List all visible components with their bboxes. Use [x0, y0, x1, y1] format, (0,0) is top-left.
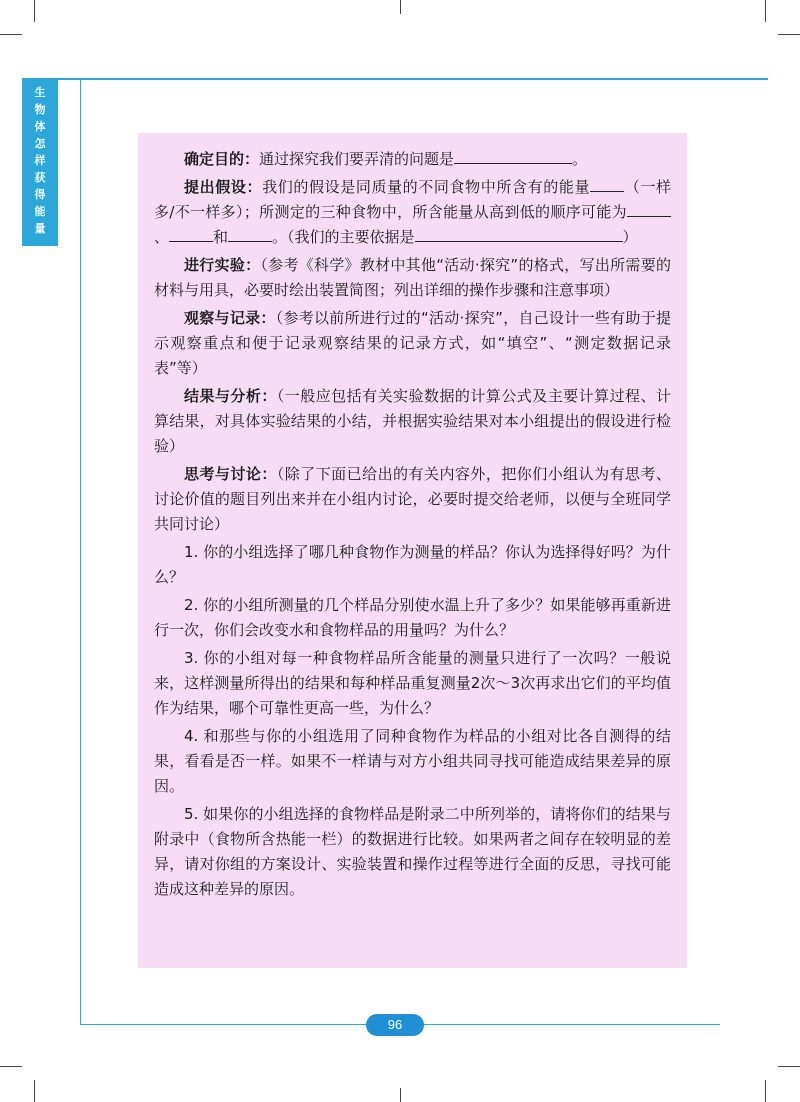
hypothesis-text-3: 。（我们的主要依据是 — [272, 228, 415, 246]
side-tab-char: 获 — [34, 171, 46, 184]
goal-text: 通过探究我们要弄清的问题是 — [259, 150, 455, 168]
hypothesis-text-2: （一样多/不一样多）；所测定的三种食物中，所含能量从高到低的顺序可能为 — [154, 178, 671, 221]
side-tab-char: 物 — [34, 103, 46, 116]
experiment-heading: 进行实验： — [184, 256, 261, 274]
observe-heading: 观察与记录： — [184, 309, 276, 327]
goal-blank[interactable] — [454, 147, 572, 164]
question-item: 5. 如果你的小组选择的食物样品是附录二中所列举的，请将你们的结果与附录中（食物所含热能一栏）的数据进行比较。如果两者之间存在较明显的差异，请对你组的方案设计、实验装置和操作过程等进行全面的反思，寻找可能造成这种差异的原因。 — [154, 805, 671, 898]
goal-heading: 确定目的： — [184, 150, 260, 168]
side-tab-char: 生 — [34, 86, 46, 99]
section-goal — [154, 147, 671, 172]
question-item: 2. 你的小组所测量的几个样品分别使水温上升了多少？如果能够再重新进行一次，你们会改变水和食物样品的用量吗？为什么？ — [154, 596, 671, 639]
hypothesis-blank-1[interactable] — [590, 175, 624, 192]
side-tab-char: 得 — [34, 188, 46, 201]
section-discuss — [154, 462, 671, 537]
crop-mark — [400, 0, 401, 14]
activity-panel — [138, 133, 687, 968]
header-rule — [22, 78, 768, 80]
hypothesis-blank-5[interactable] — [415, 225, 505, 242]
side-tab-char: 样 — [34, 154, 46, 167]
section-result — [154, 384, 671, 459]
crop-mark — [0, 1066, 22, 1067]
result-text: （一般应包括有关实验数据的计算公式及主要计算过程、计算结果，对具体实验结果的小结，并根据实验结果对本小组提出的假设进行检验） — [154, 387, 671, 455]
crop-mark — [400, 1088, 401, 1102]
discuss-heading: 思考与讨论： — [184, 465, 277, 483]
page-number: 96 — [366, 1014, 424, 1036]
hypothesis-blank-6[interactable] — [505, 225, 623, 242]
margin-rule — [80, 80, 81, 1024]
discuss-text: （除了下面已给出的有关内容外，把你们小组认为有思考、讨论价值的题目列出来并在小组内讨论，必要时提交给老师，以便与全班同学共同讨论） — [154, 465, 671, 533]
chapter-side-tab — [22, 78, 58, 246]
crop-mark — [778, 1066, 800, 1067]
side-tab-char: 能 — [34, 205, 46, 218]
hypothesis-heading: 提出假设： — [184, 178, 263, 196]
hypothesis-sep-2: 和 — [213, 228, 229, 246]
section-hypothesis — [154, 175, 671, 250]
question-item: 3. 你的小组对每一种食物样品所含能量的测量只进行了一次吗？一般说来，这样测量所得出的结果和每种样品重复测量2次～3次再求出它们的平均值作为结果，哪个可靠性更高一些，为什么？ — [154, 649, 671, 717]
crop-mark — [765, 1080, 766, 1102]
question-item: 4. 和那些与你的小组选用了同种食物作为样品的小组对比各自测得的结果，看看是否一样。如果不一样请与对方小组共同寻找可能造成结果差异的原因。 — [154, 727, 671, 795]
hypothesis-end: ） — [622, 228, 638, 246]
hypothesis-sep-1: 、 — [154, 228, 170, 246]
result-heading: 结果与分析： — [184, 387, 277, 405]
hypothesis-blank-2[interactable] — [627, 200, 671, 217]
section-observe — [154, 306, 671, 381]
crop-mark — [765, 0, 766, 22]
crop-mark — [34, 1080, 35, 1102]
section-experiment — [154, 253, 671, 303]
side-tab-char: 量 — [34, 222, 46, 235]
experiment-text: （参考《科学》教材中其他“活动·探究”的格式，写出所需要的材料与用具，必要时绘出装置简图；列出详细的操作步骤和注意事项） — [154, 256, 671, 299]
goal-end: 。 — [572, 150, 588, 168]
side-tab-char: 怎 — [34, 137, 46, 150]
observe-text: （参考以前所进行过的“活动·探究”，自己设计一些有助于提示观察重点和便于记录观察结果的记录方式，如“填空”、“测定数据记录表”等） — [154, 309, 671, 377]
side-tab-char: 体 — [34, 120, 46, 133]
hypothesis-blank-3[interactable] — [169, 225, 213, 242]
question-item: 1. 你的小组选择了哪几种食物作为测量的样品？你认为选择得好吗？为什么？ — [154, 543, 671, 586]
crop-mark — [34, 0, 35, 22]
hypothesis-text-1: 我们的假设是同质量的不同食物中所含有的能量 — [262, 178, 591, 196]
crop-mark — [0, 34, 22, 35]
hypothesis-blank-4[interactable] — [228, 225, 272, 242]
crop-mark — [778, 34, 800, 35]
